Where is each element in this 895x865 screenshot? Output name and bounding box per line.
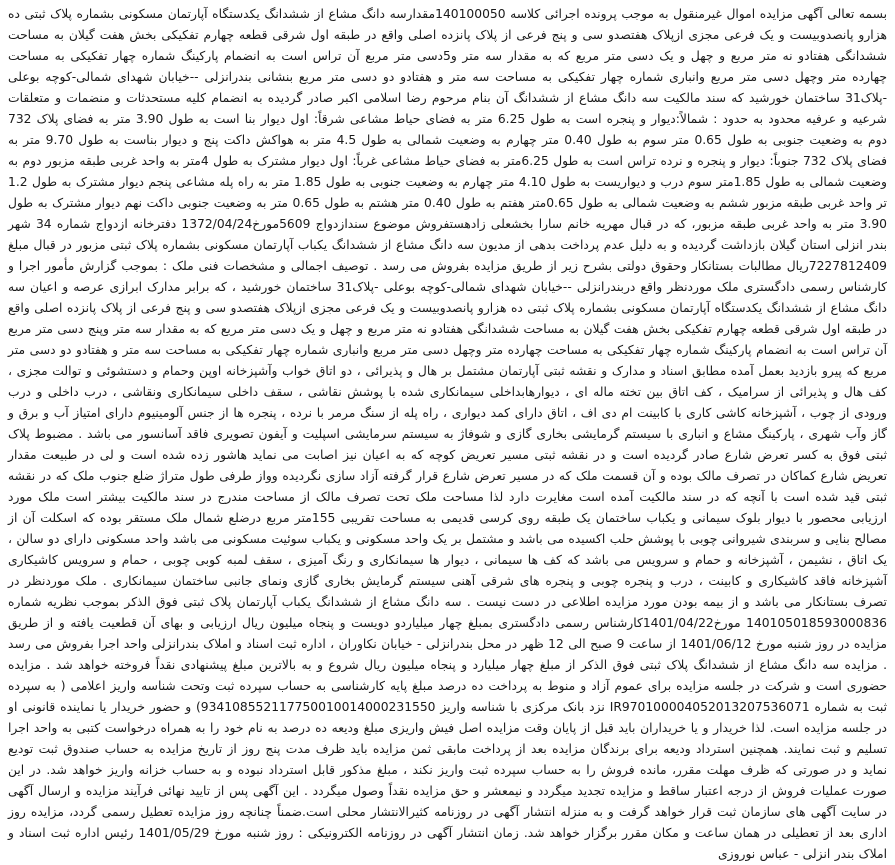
auction-notice-text: بسمه تعالی آگهی مزایده اموال غیرمنقول به موجب پرونده اجرائی کلاسه 140100050مقدارسه دانگ مشاع از ششدانگ یکدستگاه آپارتمان مسکونی بشماره پلاک ثبتی ده هزارو پانصدوبیست و یک فرعی مجزی ازپلاک هفتصدو سی و پنج فرعی از پلاک پانزده اصلی واقع در طبقه اول شرقی قطعه چهارم تفکیکی بخش هفت گیلان به مساحت ششدانگی هفتادو نه متر مربع و چهل و یک دسی متر مربع که به مقدار سه متر و5دسی متر مربع آن تراس است به انضمام پارکینگ شماره چهار تفکیکی به مساحت چهارده متر وچهل دسی متر مربع وانباری شماره چهار تفکیکی به مساحت سه متر و هفتادو دو دسی متر مربع بنشانی بندرانزلی --خیابان شهدای شمالی-کوچه بوعلی -پلاک31 ساختمان خورشید که سند مالکیت سه دانگ مشاع از ششدانگ آن بنام مرحوم رضا اسلامی اکبر صادر گردیده به انضمام کلیه مستحدثات و منضمات و متعلقات شرعیه و عرفیه محدود به حدود : شمالاً:دیوار و پنجره است به طول 6.25 متر به فضای حیاط مشاعی شرقاً: اول دیوار بنا است به طول 3.90 متر به فضای پلاک 732 دوم به وضعیت جنوبی به طول 0.65 متر سوم به طول 0.40 متر چهارم به وضعیت شمالی به طول 4.5 متر به هواکش داکت پنج و دیوار بناست به طول 9.70 متر به فضای پلاک 732 جنوباً: دیوار و پنجره و نرده تراس است به طول 6.25متر به فضای حیاط مشاعی غرباً: اول دیوار مشترک به طول 4متر به واحد غربی طبقه مزبور دوم به وضعیت شمالی به طول 1.85متر سوم درب و دیواریست به طول 4.10 متر چهارم به وضعیت جنوبی به طول 1.85 متر به راه پله مشاعی پنجم دیوار مشترک به طول 1.2 تر واحد غربی طبقه مزبور ششم به وضعیت شمالی به طول 0.65متر هفتم به طول 0.40 متر هشتم به طول 0.65 متر به وضعیت جنوبی داکت نهم دیوار مشترک به طول 3.90 متر به واحد غربی طبقه مزبور، که در قبال مهریه خانم سارا بخشعلی زادهستفروش موضوع سندازدواج 5609مورخ1372/04/24 دفترخانه ازدواج شماره 34 شهر بندر انزلی استان گیلان بازداشت گردیده و به دلیل عدم پرداخت بدهی از مدیون سه دانگ مشاع از ششدانگ یکباب آپارتمان مسکونی بشماره پلاک ثبتی مزبور در قبال مبلغ 7227812409ریال مطالبات بستانکار وحقوق دولتی بشرح زیر از طریق مزایده بفروش می رسد . توصیف اجمالی و مشخصات فنی ملک : بموجب گزارش مأمور اجرا و کارشناس رسمی دادگستری ملک موردنظر واقع دربندرانزلی --خیابان شهدای شمالی-کوچه بوعلی -پلاک31 ساختمان خورشید ، که برابر مدارک ابرازی عرصه و اعیان سه دانگ مشاع از ششدانگ یکدستگاه آپارتمان مسکونی بشماره پلاک ثبتی ده هزارو پانصدوبیست و یک فرعی مجزی ازپلاک هفتصدو سی و پنج فرعی از پلاک پانزده اصلی واقع در طبقه اول شرقی قطعه چهارم تفکیکی بخش هفت گیلان به مساحت ششدانگی هفتادو نه متر مربع و چهل و یک دسی متر مربع که به مقدار سه متر وپنج دسی متر مربع آن تراس است به انضمام پارکینگ شماره چهار تفکیکی به مساحت چهارده متر وچهل دسی متر مربع وانباری شماره چهار تفکیکی به مساحت سه متر و هفتادو دو دسی متر مربع که پیرو بازدید بعمل آمده مطابق اسناد و مدارک و نقشه ثبتی آپارتمان مشتمل بر هال و پذیرائی ، دو اتاق خواب وآشپزخانه اوپن وحمام و دستشوئی و توالت مجزی ، کف هال و پذیرائی از سرامیک ، کف اتاق بین تخته ماله ای ، دیوارهابداخلی سیمانکاری شده با پوشش نقاشی ، سقف داخلی سیمانکاری ونقاشی ، درب داخلی و درب ورودی از چوب ، آشپزخانه کاشی کاری با کابینت ام دی اف ، اتاق دارای کمد دیواری ، راه پله از سنگ مرمر با نرده ، پنجره ها از جنس آلومینیوم دارای امتیاز آب و برق و گاز وآب شهری ، پارکینگ مشاع و انباری با سیستم گرمایشی بخاری گازی و شوفاژ به سیستم سرمایشی اسپلیت و آیفون تصویری فاقد آسانسور می باشد . مضبوط پلاک ثبتی فوق به کسر تعرض شارع صادر گردیده است و در نقشه ثبتی مسیر تعریض کوچه که به اعیان نیز اصابت می نماید هاشور زده شده است و لی در طبیعت مقدار تعریض شارع کماکان در تصرف مالک بوده و آن قسمت ملک که در مسیر تعرض شارع قرار گرفته آزاد سازی نگردیده وواز طرفی طول متراژ ضلع جنوب ملک که در نقشه ثبتی قید شده است با آنچه که در سند مالکیت آمده است مغایرت دارد لذا مساحت ملک تحت تصرف مالک از مساحت مندرج در سند مالکیت بیشتر است ملک مورد ارزیابی محصور با دیوار بلوک سیمانی و یکباب ساختمان یک طبقه روی کرسی قدیمی به مساحت تقریبی 155متر مربع درضلع شمال ملک مستقر بوده که اسکلت آن از مصالح بنایی و سربندی شیروانی چوبی با پوشش حلب اکسیده می باشد و مشتمل بر یک واحد مسکونی و یکباب سوئیت مسکونی می باشد واحد مسکونی دارای دو سالن ، یک اتاق ، نشیمن ، آشپزخانه و حمام و سرویس می باشد که کف ها سیمانی ، دیوار ها سیمانکاری و رنگ آمیزی ، سقف لمبه کوبی چوبی ، حمام و سرویس کاشیکاری آشپزخانه فاقد کاشیکاری و کابینت ، درب و پنجره چوبی و پنجره های شرقی آهنی سیستم گرمایش بخاری گازی ونمای جانبی ساختمان سیمانکاری . ملک موردنظر در تصرف بستانکار می باشد و از بیمه بودن مورد مزایده اطلاعی در دست نیست . سه دانگ مشاع از ششدانگ یکباب آپارتمان پلاک ثبتی فوق الذکر بموجب نظریه شماره 140105018593000836 مورخ1401/04/22کارشناس رسمی دادگستری بمبلغ چهار میلیاردو دویست و پنجاه میلیون ریال ارزیابی و بهای آن قطعیت یافته و از طریق مزایده در روز شنبه مورخ 1401/06/12 از ساعت 9 صبح الی 12 ظهر در محل بندرانزلی - خیابان نکاوران ، اداره ثبت اسناد و املاک بندرانزلی واحد اجرا بفروش می رسد . مزایده سه دانگ مشاع از ششدانگ پلاک ثبتی فوق الذکر از مبلغ چهار میلیارد و پنجاه میلیون ریال شروع و به بالاترین مبلغ پیشنهادی نقداً فروخته خواهد شد . مزایده حضوری است و شرکت در جلسه مزایده برای عموم آزاد و منوط به پرداخت ده درصد مبلغ پایه کارشناسی به حساب سپرده ثبت وتحت شناسه واریز اعلامی ( به سپرده ثبت به شماره IR970100004052013207536071 نزد بانک مرکزی با شناسه واریز 934108552117750010014000231550) و حضور خریدار یا نماینده قانونی او در جلسه مزایده است. لذا خریدار و یا خریداران باید قبل از پایان وقت مزایده اصل فیش واریزی مبلغ ودیعه ده درصد به نام خود را به همراه درخواست کتبی به واحد اجرا تسلیم و ثبت نمایند. همچنین استرداد ودیعه برای برندگان مزایده بعد از پرداخت مابقی ثمن مزایده باید ظرف مدت پنج روز از تاریخ مزایده به حساب صندوق ثبت تودیع نماید و در صورتی که ظرف مهلت مقرر، مانده فروش را به حساب سپرده ثبت واریز نکند ، مبلغ مذکور قابل استرداد نبوده و به حساب خزانه واریز خواهد شد. در این صورت عملیات فروش از درجه اعتبار ساقط و مزایده تجدید میگردد و نیمعشر و حق مزایده نقداً وصول میگردد . این آگهی پس از تایید نهائی فرآیند مزایده و ارسال آگهی در سایت آگهی های سازمان ثبت قرار خواهد گرفت و به منزله انتشار آگهی در روزنامه کثیرالانتشار محلی است.ضمناً چنانچه روز مزایده تعطیل رسمی گردد، مزایده روز اداری بعد از تعطیلی در همان ساعت و مکان مقرر برگزار خواهد شد. زمان انتشار آگهی در روزنامه الکترونیکی : روز شنبه مورخ 1401/05/29 رئیس اداره ثبت اسناد و املاک بندر انزلی - عباس نوروزی: [8, 7, 888, 861]
